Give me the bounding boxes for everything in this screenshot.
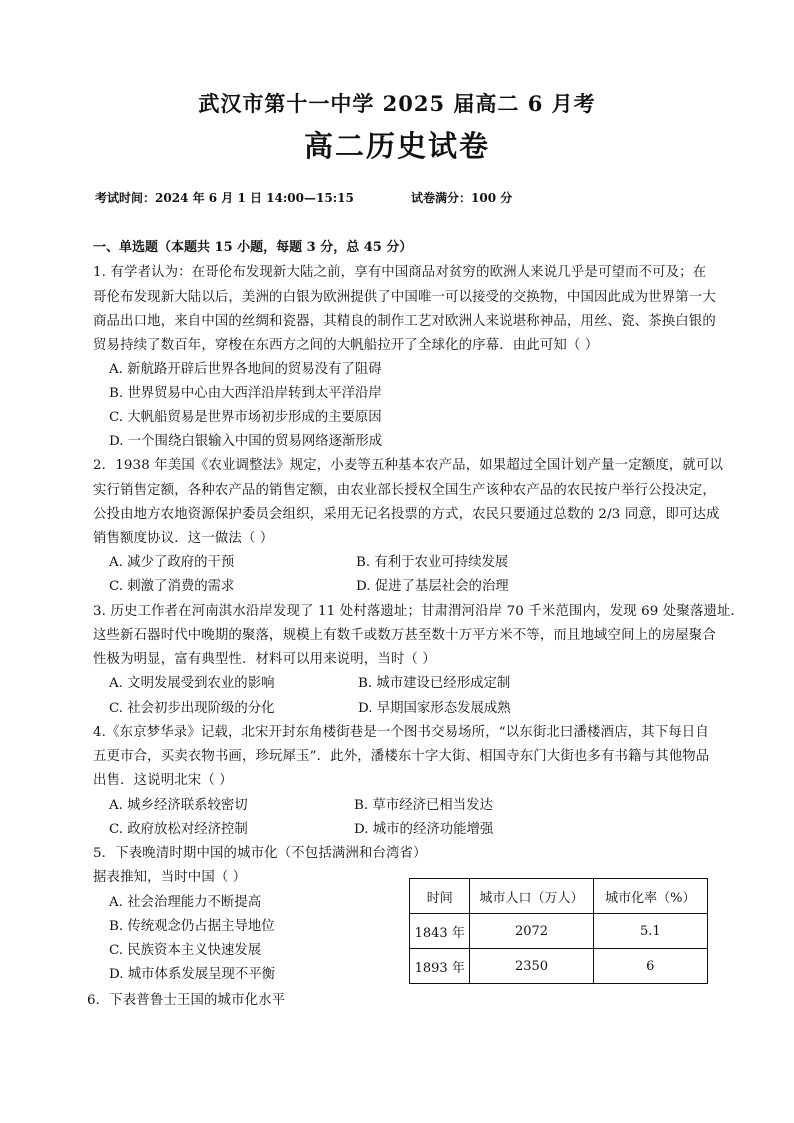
urbanization-table <box>409 878 708 984</box>
option-b: B. 传统观念仍占据主导地位 <box>109 919 275 934</box>
option-c: C. 刺激了消费的需求 <box>109 579 235 594</box>
option-c: C. 大帆船贸易是世界市场初步形成的主要原因 <box>109 410 382 425</box>
option-a: A. 新航路开辟后世界各地间的贸易没有了阻碍 <box>109 362 382 377</box>
option-b: B. 城市建设已经形成定制 <box>358 676 511 691</box>
question-text-line: 出售．这说明北宋（ ） <box>93 773 233 788</box>
option-c: C. 民族资本主义快速发展 <box>109 943 262 958</box>
table-cell: 5.1 <box>593 914 707 949</box>
option-d: D. 城市体系发展呈现不平衡 <box>109 967 276 982</box>
question-text-line: 据表推知，当时中国（ ） <box>93 870 247 885</box>
question-text-line: 哥伦布发现新大陆以后，美洲的白银为欧洲提供了中国唯一可以接受的交换物，中国因此成为世界第一大 <box>93 290 716 305</box>
question-text-line: 5．下表晚清时期中国的城市化（不包括满洲和台湾省） <box>93 846 427 861</box>
table-header-cell: 时间 <box>410 879 470 914</box>
table-row <box>410 914 708 949</box>
table-cell: 1893 年 <box>410 949 470 984</box>
option-a: A. 社会治理能力不断提高 <box>109 895 262 910</box>
question-text-line: 贸易持续了数百年，穿梭在东西方之间的大帆船拉开了全球化的序幕．由此可知（ ） <box>93 338 599 353</box>
paper-title: 高二历史试卷 <box>303 129 490 163</box>
option-d: D. 促进了基层社会的治理 <box>356 579 509 594</box>
option-c: C. 政府放松对经济控制 <box>109 822 248 837</box>
question-text-line: 4.《东京梦华录》记载，北宋开封东角楼街巷是一个图书交易场所，“以东街北曰潘楼酒店，其下每日自 <box>93 725 709 740</box>
table-row <box>410 949 708 984</box>
option-a: A. 城乡经济联系较密切 <box>109 798 248 813</box>
table-cell: 6 <box>593 949 707 984</box>
option-d: D. 一个围绕白银输入中国的贸易网络逐渐形成 <box>109 434 383 449</box>
question-text-line: 商品出口地，来自中国的丝绸和瓷器，其精良的制作工艺对欧洲人来说堪称神品，用丝、瓷、茶换白银的 <box>93 314 716 329</box>
school-exam-title: 武汉市第十一中学 2025 届高二 6 月考 <box>198 91 596 116</box>
question-text-line: 这些新石器时代中晚期的聚落，规模上有数千或数万甚至数十万平方米不等，而且地域空间上的房屋聚合 <box>93 628 716 643</box>
section-heading: 一、单选题（本题共 15 小题，每题 3 分，总 45 分） <box>93 240 413 255</box>
table-header-row <box>410 879 708 914</box>
table-cell: 2072 <box>470 914 593 949</box>
full-score: 试卷满分：100 分 <box>411 191 513 205</box>
question-text-line: 性极为明显，富有典型性．材料可以用来说明，当时（ ） <box>93 652 436 667</box>
question-text-line: 2．1938 年美国《农业调整法》规定，小麦等五种基本农产品，如果超过全国计划产量一定额度，就可以 <box>93 458 723 473</box>
question-text-line: 6．下表普鲁士王国的城市化水平 <box>87 993 286 1008</box>
table-header-cell: 城市化率（%） <box>593 879 707 914</box>
question-text-line: 公投由地方农地资源保护委员会组织，采用无记名投票的方式，农民只要通过总数的 2/3 同意，即可达成 <box>93 507 720 522</box>
question-text-line: 1. 有学者认为：在哥伦布发现新大陆之前，享有中国商品对贫穷的欧洲人来说几乎是可望而不可及；在 <box>93 265 707 280</box>
exam-time: 考试时间：2024 年 6 月 1 日 14:00—15:15 <box>95 191 354 205</box>
option-b: B. 草市经济已相当发达 <box>354 798 493 813</box>
table-header-cell: 城市人口（万人） <box>470 879 593 914</box>
table-cell: 1843 年 <box>410 914 470 949</box>
question-text-line: 销售额度协议．这一做法（ ） <box>93 531 274 546</box>
option-a: A. 文明发展受到农业的影响 <box>109 676 275 691</box>
option-a: A. 减少了政府的干预 <box>109 555 235 570</box>
option-d: D. 早期国家形态发展成熟 <box>358 701 511 716</box>
question-text-line: 3. 历史工作者在河南淇水沿岸发现了 11 处村落遗址；甘肃渭河沿岸 70 千米范围内，发现 69 处聚落遗址． <box>93 604 745 619</box>
table-cell: 2350 <box>470 949 593 984</box>
option-b: B. 世界贸易中心由大西洋沿岸转到太平洋沿岸 <box>109 386 382 401</box>
option-d: D. 城市的经济功能增强 <box>354 822 494 837</box>
option-b: B. 有利于农业可持续发展 <box>356 555 509 570</box>
question-text-line: 实行销售定额，各种农产品的销售定额，由农业部长授权全国生产该种农产品的农民按户举行公投决定， <box>93 483 716 498</box>
option-c: C. 社会初步出现阶级的分化 <box>109 701 275 716</box>
question-text-line: 五更市合，买卖衣物书画，珍玩犀玉”．此外，潘楼东十字大街、相国寺东门大街也多有书籍与其他物品 <box>93 749 710 764</box>
